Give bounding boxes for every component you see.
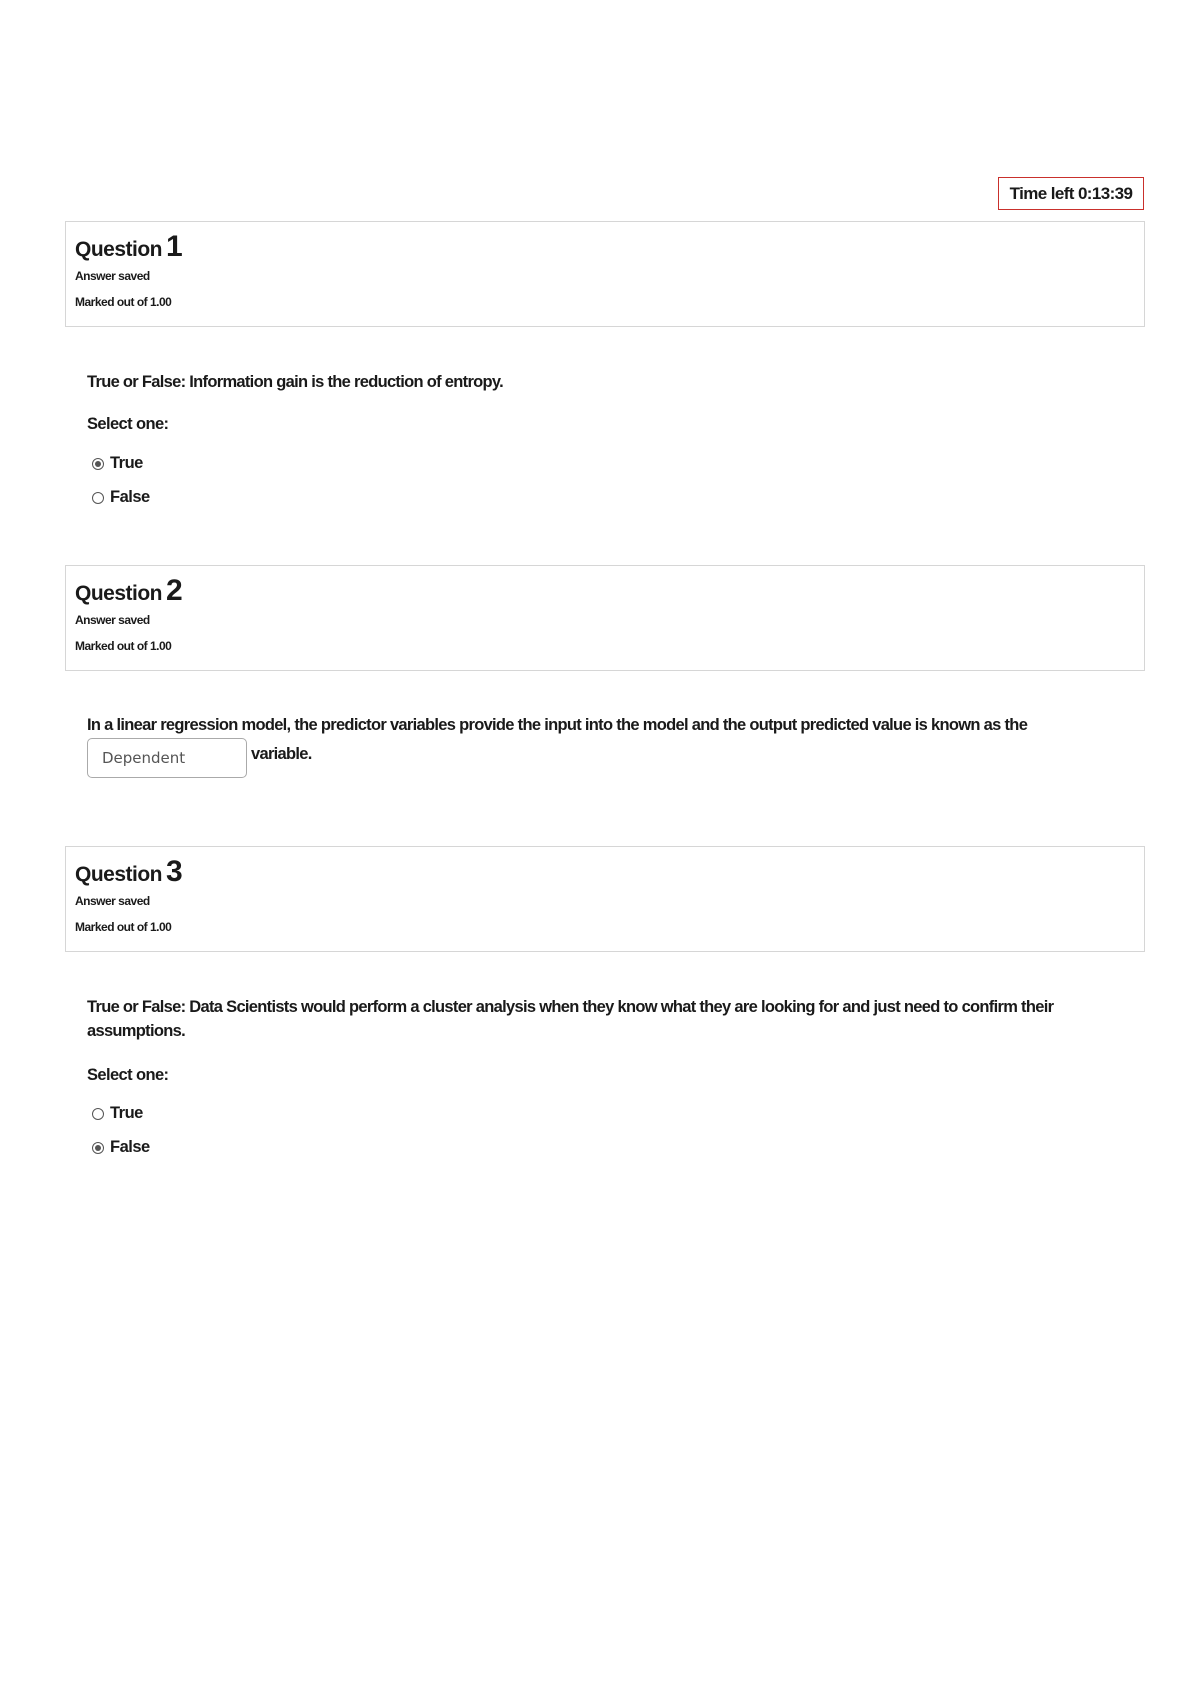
question-3-option-false[interactable] <box>92 1138 150 1157</box>
question-3-option-true[interactable] <box>92 1104 143 1123</box>
question-1-info <box>65 221 1145 327</box>
question-1-prompt: Select one: <box>87 415 169 433</box>
question-number: 3 <box>166 855 183 888</box>
option-label: True <box>110 454 143 472</box>
question-2-text: In a linear regression model, the predictor variables provide the input into the model and the output predicted value is known as the <box>87 716 1028 734</box>
question-1-title <box>75 230 1135 264</box>
question-state: Answer saved <box>75 894 150 908</box>
question-2-title <box>75 574 1135 608</box>
option-label: False <box>110 488 150 506</box>
question-title-label: Question <box>75 863 163 886</box>
radio-unselected-icon[interactable] <box>92 1108 104 1120</box>
question-grade: Marked out of 1.00 <box>75 920 172 934</box>
question-1-option-true[interactable] <box>92 454 143 473</box>
option-label: False <box>110 1138 150 1156</box>
option-label: True <box>110 1104 143 1122</box>
question-1-option-false[interactable] <box>92 488 150 507</box>
question-2-answer-input[interactable] <box>87 738 247 778</box>
question-title-label: Question <box>75 238 163 261</box>
radio-selected-icon[interactable] <box>92 458 104 470</box>
question-3-title <box>75 855 1135 889</box>
question-2-info <box>65 565 1145 671</box>
question-2-text-after: variable. <box>251 745 312 763</box>
radio-selected-icon[interactable] <box>92 1142 104 1154</box>
question-1-text: True or False: Information gain is the reduction of entropy. <box>87 373 504 391</box>
question-3-prompt: Select one: <box>87 1066 169 1084</box>
question-3-text: True or False: Data Scientists would perform a cluster analysis when they know what they are looking for and just need to confirm their assumptions. <box>87 998 1054 1040</box>
time-left-indicator: Time left 0:13:39 <box>998 177 1144 210</box>
question-title-label: Question <box>75 582 163 605</box>
question-state: Answer saved <box>75 269 150 283</box>
question-number: 1 <box>166 230 183 263</box>
question-grade: Marked out of 1.00 <box>75 295 172 309</box>
question-number: 2 <box>166 574 183 607</box>
question-3-info <box>65 846 1145 952</box>
question-grade: Marked out of 1.00 <box>75 639 172 653</box>
question-state: Answer saved <box>75 613 150 627</box>
radio-unselected-icon[interactable] <box>92 492 104 504</box>
